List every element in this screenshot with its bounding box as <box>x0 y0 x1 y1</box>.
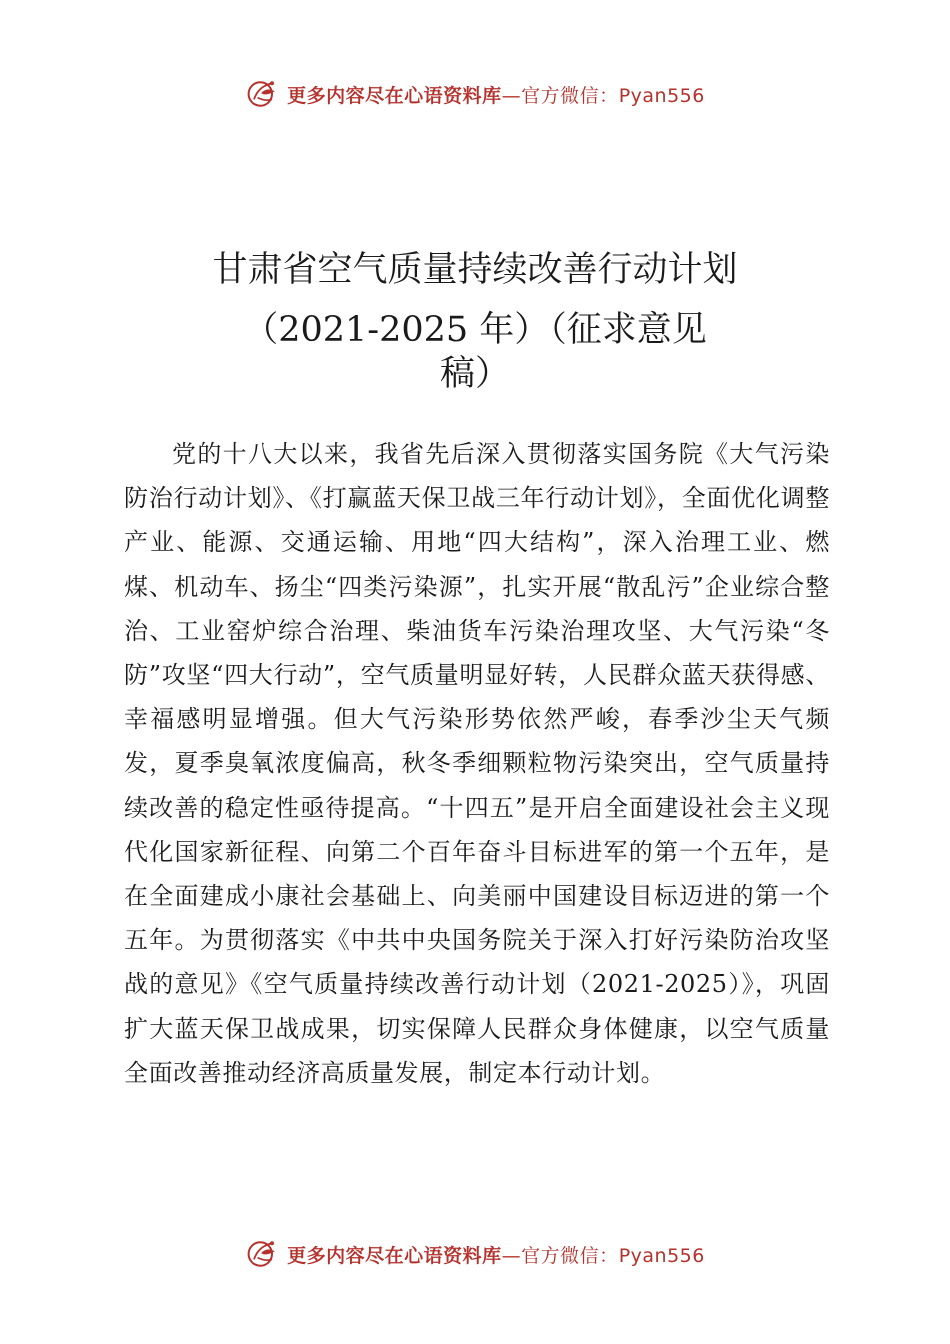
document-title-line-2: （2021-2025 年）（征求意见 <box>243 310 707 350</box>
header-watermark-banner <box>0 72 950 116</box>
footer-watermark-banner <box>0 1232 950 1276</box>
document-title-line-3: 稿） <box>439 354 510 394</box>
watermark-wechat-id: Pyan556 <box>618 1244 705 1267</box>
watermark-sub: 官方微信： <box>521 1244 619 1267</box>
watermark-text <box>287 81 705 108</box>
watermark-text <box>287 1241 705 1268</box>
document-title-line-1: 甘肃省空气质量持续改善行动计划 <box>212 250 738 290</box>
watermark-main: 更多内容尽在心语资料库 <box>287 84 502 107</box>
body-paragraph: 党的十八大以来，我省先后深入贯彻落实国务院《大气污染防治行动计划》、《打赢蓝天保卫战三年行动计划》，全面优化调整产业、能源、交通运输、用地“四大结构”，深入治理工业、燃煤、机动车、扬尘“四类污染源”，扎实开展“散乱污”企业综合整治、工业窑炉综合治理、柴油货车污染治理攻坚、大气污染“冬防”攻坚“四大行动”，空气质量明显好转，人民群众蓝天获得感、幸福感明显增强。但大气污染形势依然严峻，春季沙尘天气频发，夏季臭氧浓度偏高，秋冬季细颗粒物污染突出，空气质量持续改善的稳定性亟待提高。“十四五”是开启全面建设社会主义现代化国家新征程、向第二个百年奋斗目标进军的第一个五年，是在全面建成小康社会基础上、向美丽中国建设目标迈进的第一个五年。为贯彻落实《中共中央国务院关于深入打好污染防治攻坚战的意见》《空气质量持续改善行动计划（2021-2025）》，巩固扩大蓝天保卫战成果，切实保障人民群众身体健康，以空气质量全面改善推动经济高质量发展，制定本行动计划。 <box>124 440 830 1087</box>
flower-logo-icon <box>245 76 281 112</box>
watermark-main: 更多内容尽在心语资料库 <box>287 1244 502 1267</box>
watermark-separator: — <box>501 1244 522 1267</box>
watermark-wechat-id: Pyan556 <box>618 84 705 107</box>
flower-logo-icon <box>245 1236 281 1272</box>
watermark-separator: — <box>501 84 522 107</box>
watermark-sub: 官方微信： <box>521 84 619 107</box>
